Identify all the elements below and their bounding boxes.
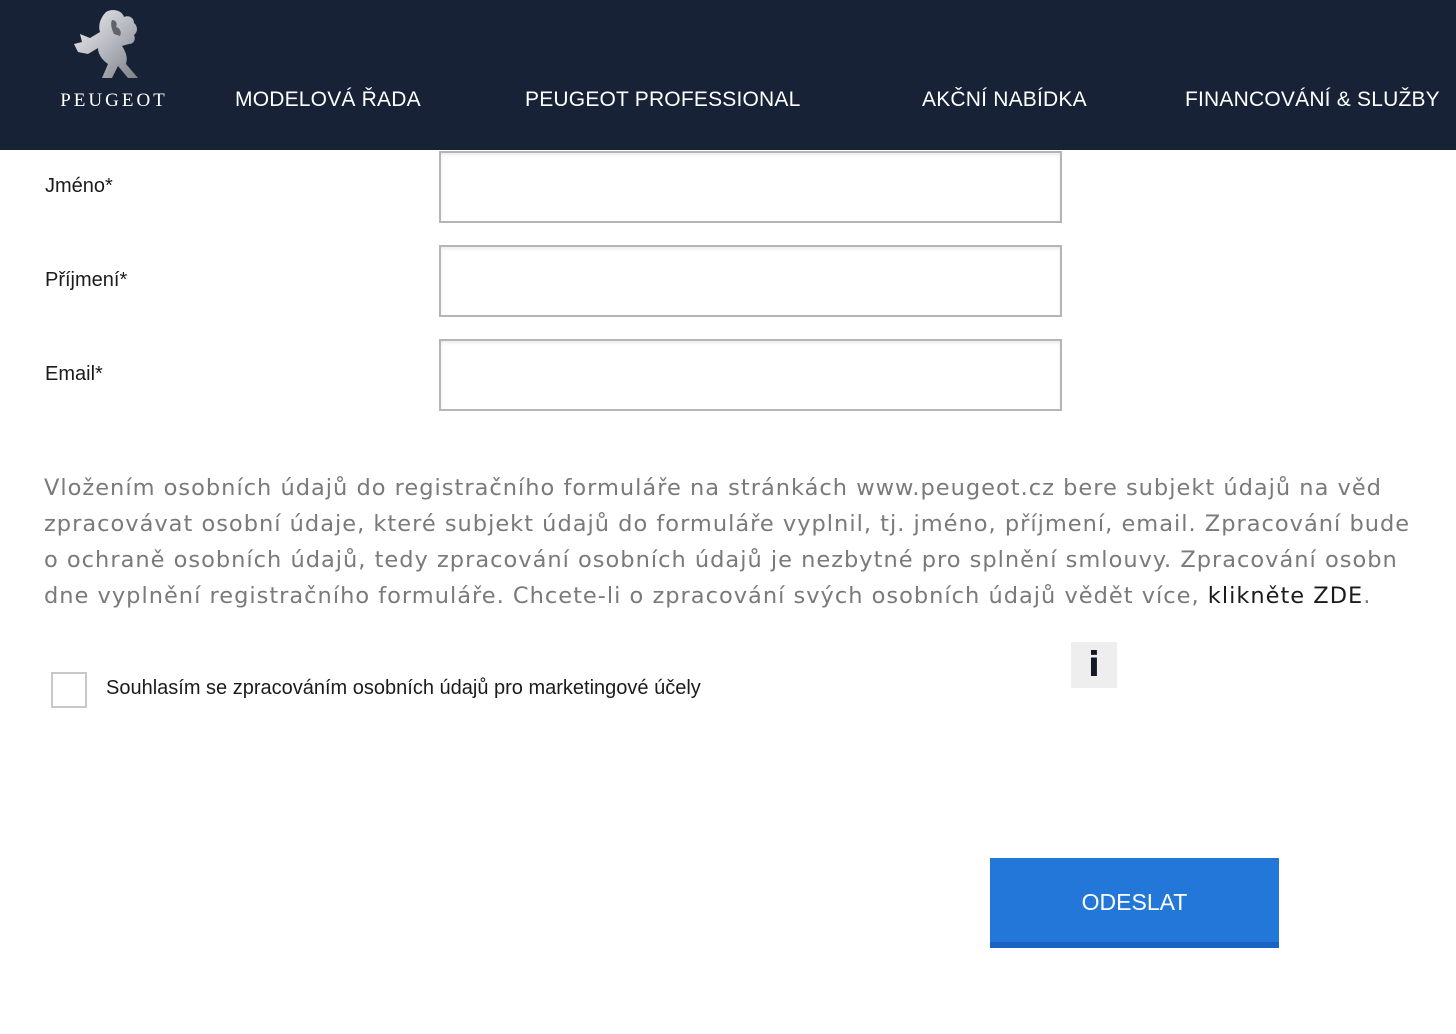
privacy-info-link[interactable]: klikněte ZDE bbox=[1207, 583, 1364, 609]
consent-line: o ochraně osobních údajů, tedy zpracování osobních údajů je nezbytné pro splnění smlouvy. Zpracování osobn bbox=[44, 547, 1398, 573]
consent-line: dne vyplnění registračního formuláře. Chcete-li o zpracování svých osobních údajů vědět více, bbox=[44, 583, 1208, 609]
consent-line: zpracovávat osobní údaje, které subjekt údajů do formuláře vyplnil, tj. jméno, příjmení, email. Zpracování bude bbox=[44, 511, 1411, 537]
marketing-consent-label[interactable]: Souhlasím se zpracováním osobních údajů pro marketingové účely bbox=[106, 677, 701, 699]
nav-item-modelova-rada[interactable]: MODELOVÁ ŘADA bbox=[235, 88, 421, 111]
privacy-consent-text bbox=[44, 470, 1456, 614]
submit-button[interactable]: ODESLAT bbox=[990, 858, 1279, 948]
first-name-input[interactable] bbox=[439, 151, 1062, 223]
first-name-label: Jméno* bbox=[45, 175, 113, 197]
form-row-email bbox=[0, 339, 1456, 411]
logo-wordmark: PEUGEOT bbox=[60, 90, 168, 111]
consent-line: Vložením osobních údajů do registračního formuláře na stránkách www.peugeot.cz bere subjekt údajů na věd bbox=[44, 475, 1382, 501]
nav-item-financovani-sluzby[interactable]: FINANCOVÁNÍ & SLUŽBY bbox=[1185, 88, 1440, 111]
site-header bbox=[0, 0, 1456, 150]
consent-line-last bbox=[44, 578, 1456, 614]
marketing-consent-checkbox[interactable] bbox=[51, 672, 87, 708]
nav-item-peugeot-professional[interactable]: PEUGEOT PROFESSIONAL bbox=[525, 88, 801, 111]
nav-item-akcni-nabidka[interactable]: AKČNÍ NABÍDKA bbox=[922, 88, 1087, 111]
consent-end: . bbox=[1363, 583, 1372, 609]
email-input[interactable] bbox=[439, 339, 1062, 411]
info-icon[interactable]: i bbox=[1071, 642, 1117, 688]
last-name-input[interactable] bbox=[439, 245, 1062, 317]
last-name-label: Příjmení* bbox=[45, 269, 128, 291]
form-row-first-name bbox=[0, 151, 1456, 223]
lion-icon bbox=[72, 8, 144, 82]
email-label: Email* bbox=[45, 363, 103, 385]
peugeot-logo[interactable] bbox=[40, 8, 190, 118]
form-row-last-name bbox=[0, 245, 1456, 317]
